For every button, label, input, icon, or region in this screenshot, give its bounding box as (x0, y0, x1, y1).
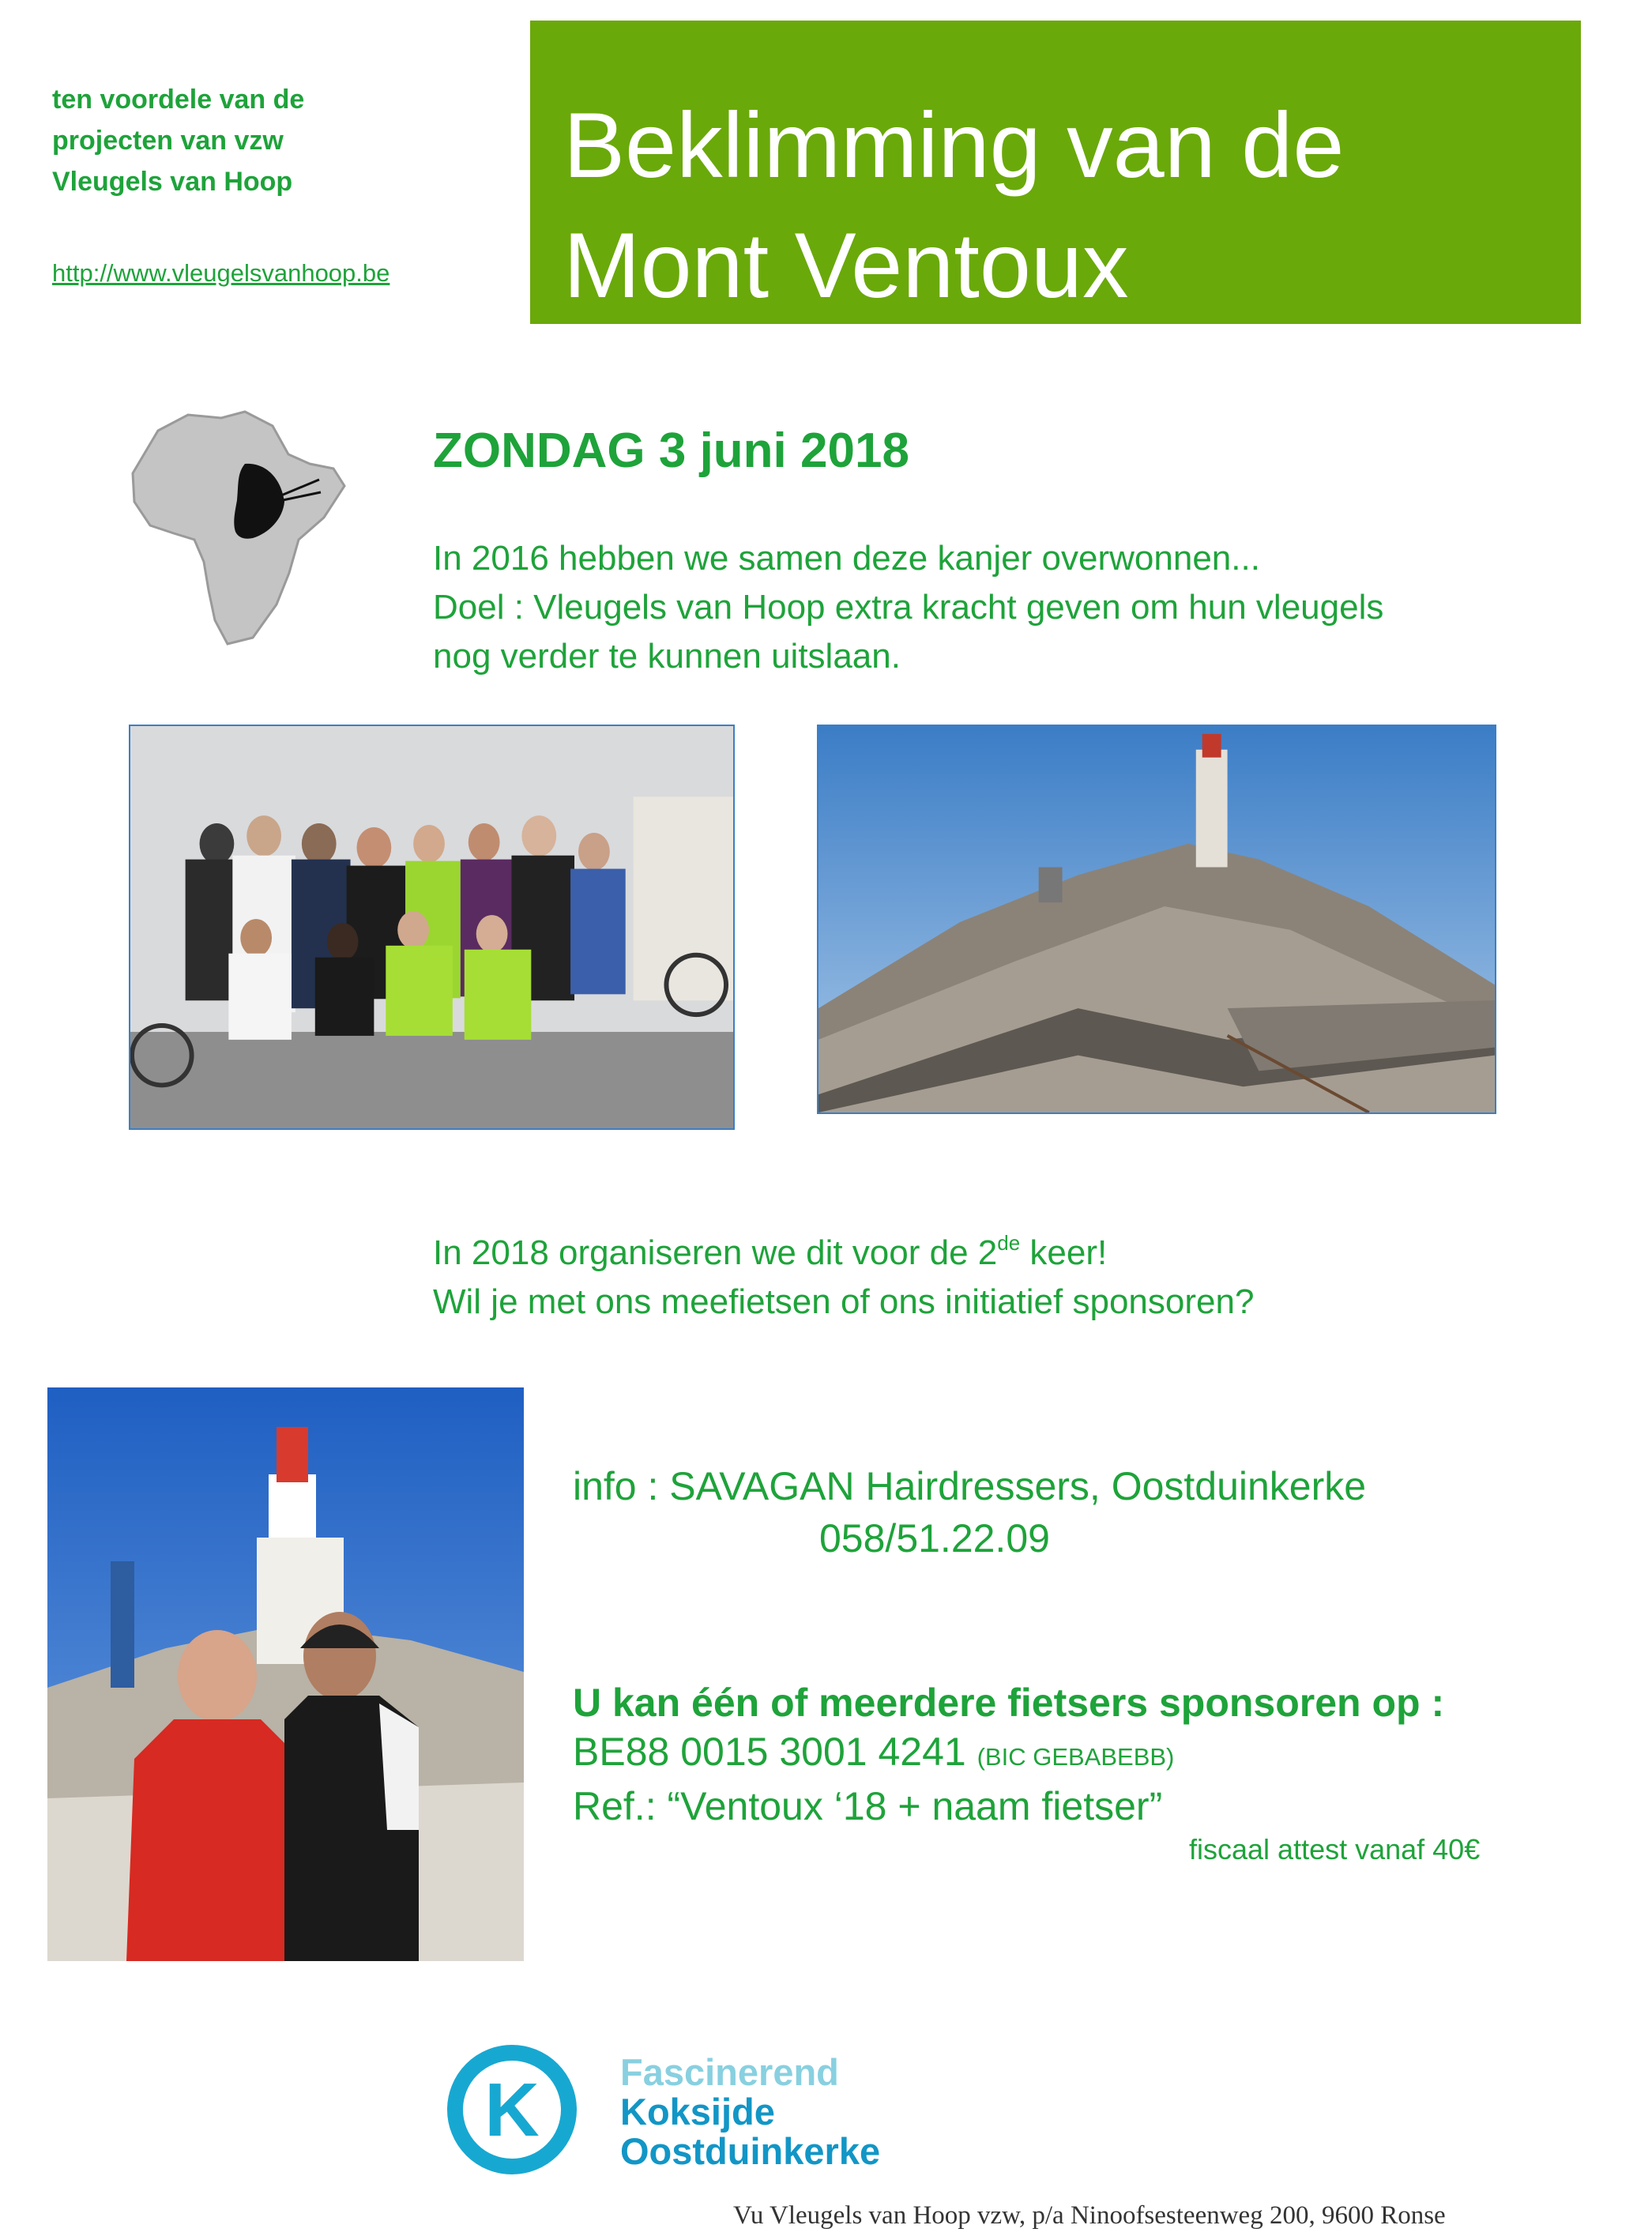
organizer-line-2: projecten van vzw (52, 126, 284, 156)
contact-info (573, 1460, 1366, 1564)
title-line-1: Beklimming van de (563, 93, 1345, 197)
title-banner (530, 21, 1581, 324)
title-line-2: Mont Ventoux (563, 213, 1129, 317)
svg-text:K: K (484, 2068, 540, 2152)
edition-line-1: In 2018 organiseren we dit voor de 2de keer! (433, 1231, 1108, 1272)
logo-line-3: Oostduinkerke (620, 2130, 881, 2172)
organizer-line-1: ten voordele van de (52, 85, 305, 115)
group-photo (129, 725, 735, 1130)
phone-number: 058/51.22.09 (819, 1516, 1050, 1560)
edition-line-2: Wil je met ons meefietsen of ons initiatief sponsoren? (433, 1282, 1255, 1321)
event-date: ZONDAG 3 juni 2018 (433, 424, 909, 478)
sponsor-info (573, 1678, 1600, 1831)
iban: BE88 0015 3001 4241 (573, 1730, 966, 1774)
info-line: info : SAVAGAN Hairdressers, Oostduinkerke (573, 1464, 1367, 1508)
organizer-text (52, 79, 495, 202)
intro-line-3: nog verder te kunnen uitslaan. (433, 637, 901, 676)
organizer-website-link[interactable]: http://www.vleugelsvanhoop.be (52, 259, 390, 287)
cyclists-photo (47, 1387, 524, 1961)
fiscal-note: fiscaal attest vanaf 40€ (1189, 1833, 1481, 1865)
payment-reference: Ref.: “Ventoux ‘18 + naam fietser” (573, 1784, 1163, 1828)
organizer-line-3: Vleugels van Hoop (52, 167, 293, 197)
sponsor-heading: U kan één of meerdere fietsers sponsoren op : (573, 1681, 1445, 1725)
summit-photo (817, 725, 1496, 1114)
logo-line-1: Fascinerend (620, 2051, 839, 2093)
logo-line-2: Koksijde (620, 2091, 775, 2133)
bank-account (573, 1727, 1600, 1782)
footer-publisher: Vu Vleugels van Hoop vzw, p/a Ninoofsesteenweg 200, 9600 Ronse (733, 2201, 1446, 2230)
page-title (563, 85, 1344, 326)
koksijde-logo-text (620, 2053, 880, 2171)
intro-text (433, 534, 1555, 681)
koksijde-k-logo-icon (433, 2042, 591, 2177)
intro-line-1: In 2016 hebben we samen deze kanjer overwonnen... (433, 539, 1260, 578)
africa-butterfly-logo (126, 407, 356, 652)
bic-code: (BIC GEBABEBB) (977, 1743, 1175, 1771)
intro-line-2: Doel : Vleugels van Hoop extra kracht geven om hun vleugels (433, 588, 1384, 627)
edition-text (433, 1229, 1555, 1327)
